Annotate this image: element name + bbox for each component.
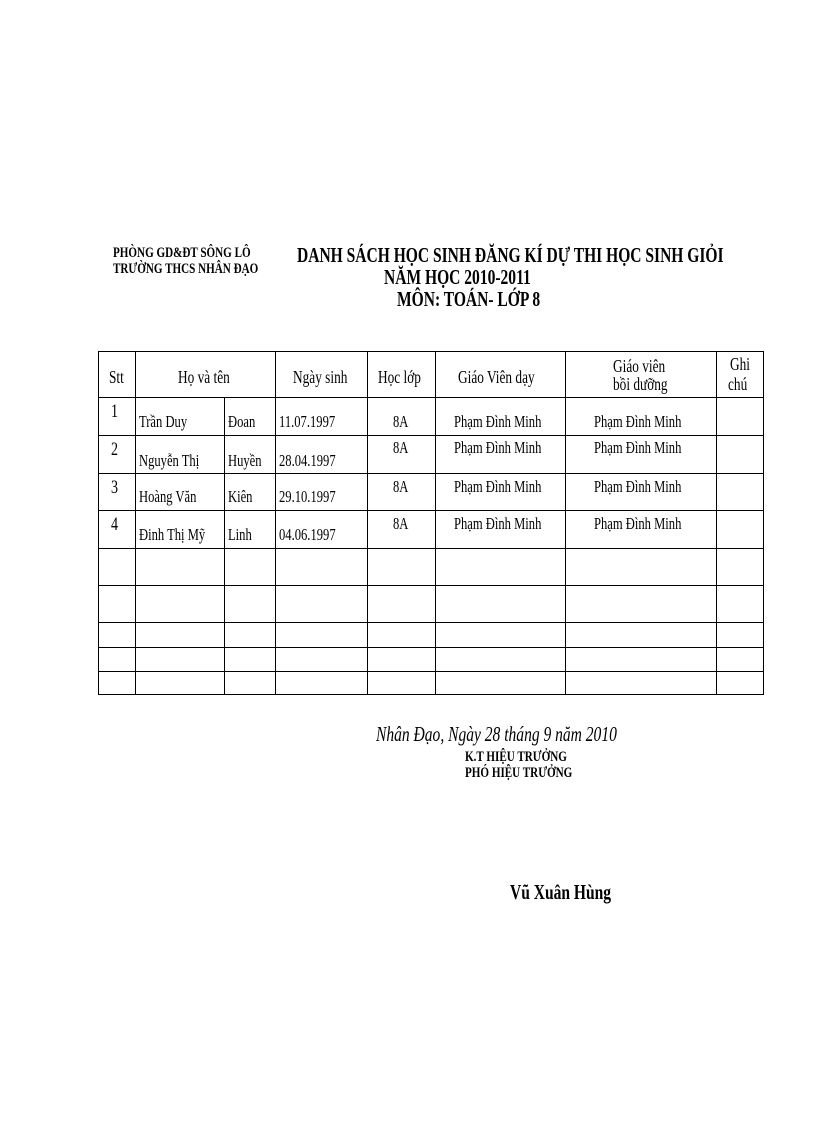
header-trainer: Giáo viên bồi dưỡng [566,352,717,398]
title-school-year: NĂM HỌC 2010-2011 [384,265,531,289]
header-note: Ghi chú [717,352,764,398]
row-class: 8A [393,438,409,457]
signer-name: Vũ Xuân Hùng [510,880,612,904]
row-given-name: Kiên [228,487,253,506]
table-row [99,474,764,511]
row-teacher: Phạm Đình Minh [454,514,542,533]
row-given-name: Đoan [228,412,256,431]
row-class: 8A [393,514,409,533]
department-name: PHÒNG GD&ĐT SÔNG LÔ [113,245,251,261]
row-teacher: Phạm Đình Minh [454,412,542,431]
row-stt: 3 [111,477,119,498]
row-surname: Trần Duy [139,412,188,431]
row-stt: 1 [111,401,119,422]
row-class: 8A [393,477,409,496]
row-surname: Nguyễn Thị [139,451,200,470]
header-teacher: Giáo Viên dạy [436,352,566,398]
empty-row [99,648,764,672]
empty-row [99,672,764,695]
row-given-name: Linh [228,525,252,544]
row-stt: 2 [111,439,119,460]
row-teacher: Phạm Đình Minh [454,477,542,496]
header-name: Họ và tên [136,352,276,398]
role-line-2: PHÓ HIỆU TRƯỞNG [465,765,573,781]
header-stt: Stt [99,352,136,398]
school-name: TRƯỜNG THCS NHÂN ĐẠO [113,261,259,277]
role-line-1: K.T HIỆU TRƯỞNG [465,749,567,765]
row-trainer: Phạm Đình Minh [594,514,682,533]
title-main: DANH SÁCH HỌC SINH ĐĂNG KÍ DỰ THI HỌC SINH GIỎI [297,243,724,267]
empty-row [99,549,764,586]
student-table [98,351,764,695]
row-dob: 28.04.1997 [279,451,336,470]
row-stt: 4 [111,514,119,535]
date-line: Nhân Đạo, Ngày 28 tháng 9 năm 2010 [376,722,617,746]
row-given-name: Huyền [228,451,262,470]
row-trainer: Phạm Đình Minh [594,412,682,431]
school-header [113,245,258,277]
header-class: Học lớp [368,352,436,398]
table-row [99,511,764,549]
row-teacher: Phạm Đình Minh [454,438,542,457]
row-dob: 04.06.1997 [279,525,336,544]
empty-row [99,623,764,648]
row-trainer: Phạm Đình Minh [594,438,682,457]
row-surname: Đinh Thị Mỹ [139,525,206,544]
table-row [99,398,764,436]
row-class: 8A [393,412,409,431]
document-title [297,244,816,310]
table-header-row [99,352,764,398]
row-trainer: Phạm Đình Minh [594,477,682,496]
empty-row [99,586,764,623]
table-row [99,436,764,474]
row-dob: 29.10.1997 [279,487,336,506]
row-surname: Hoàng Văn [139,487,197,506]
header-dob: Ngày sinh [276,352,368,398]
signer-role [465,749,572,781]
row-dob: 11.07.1997 [279,412,336,431]
title-subject: MÔN: TOÁN- LỚP 8 [397,287,541,311]
